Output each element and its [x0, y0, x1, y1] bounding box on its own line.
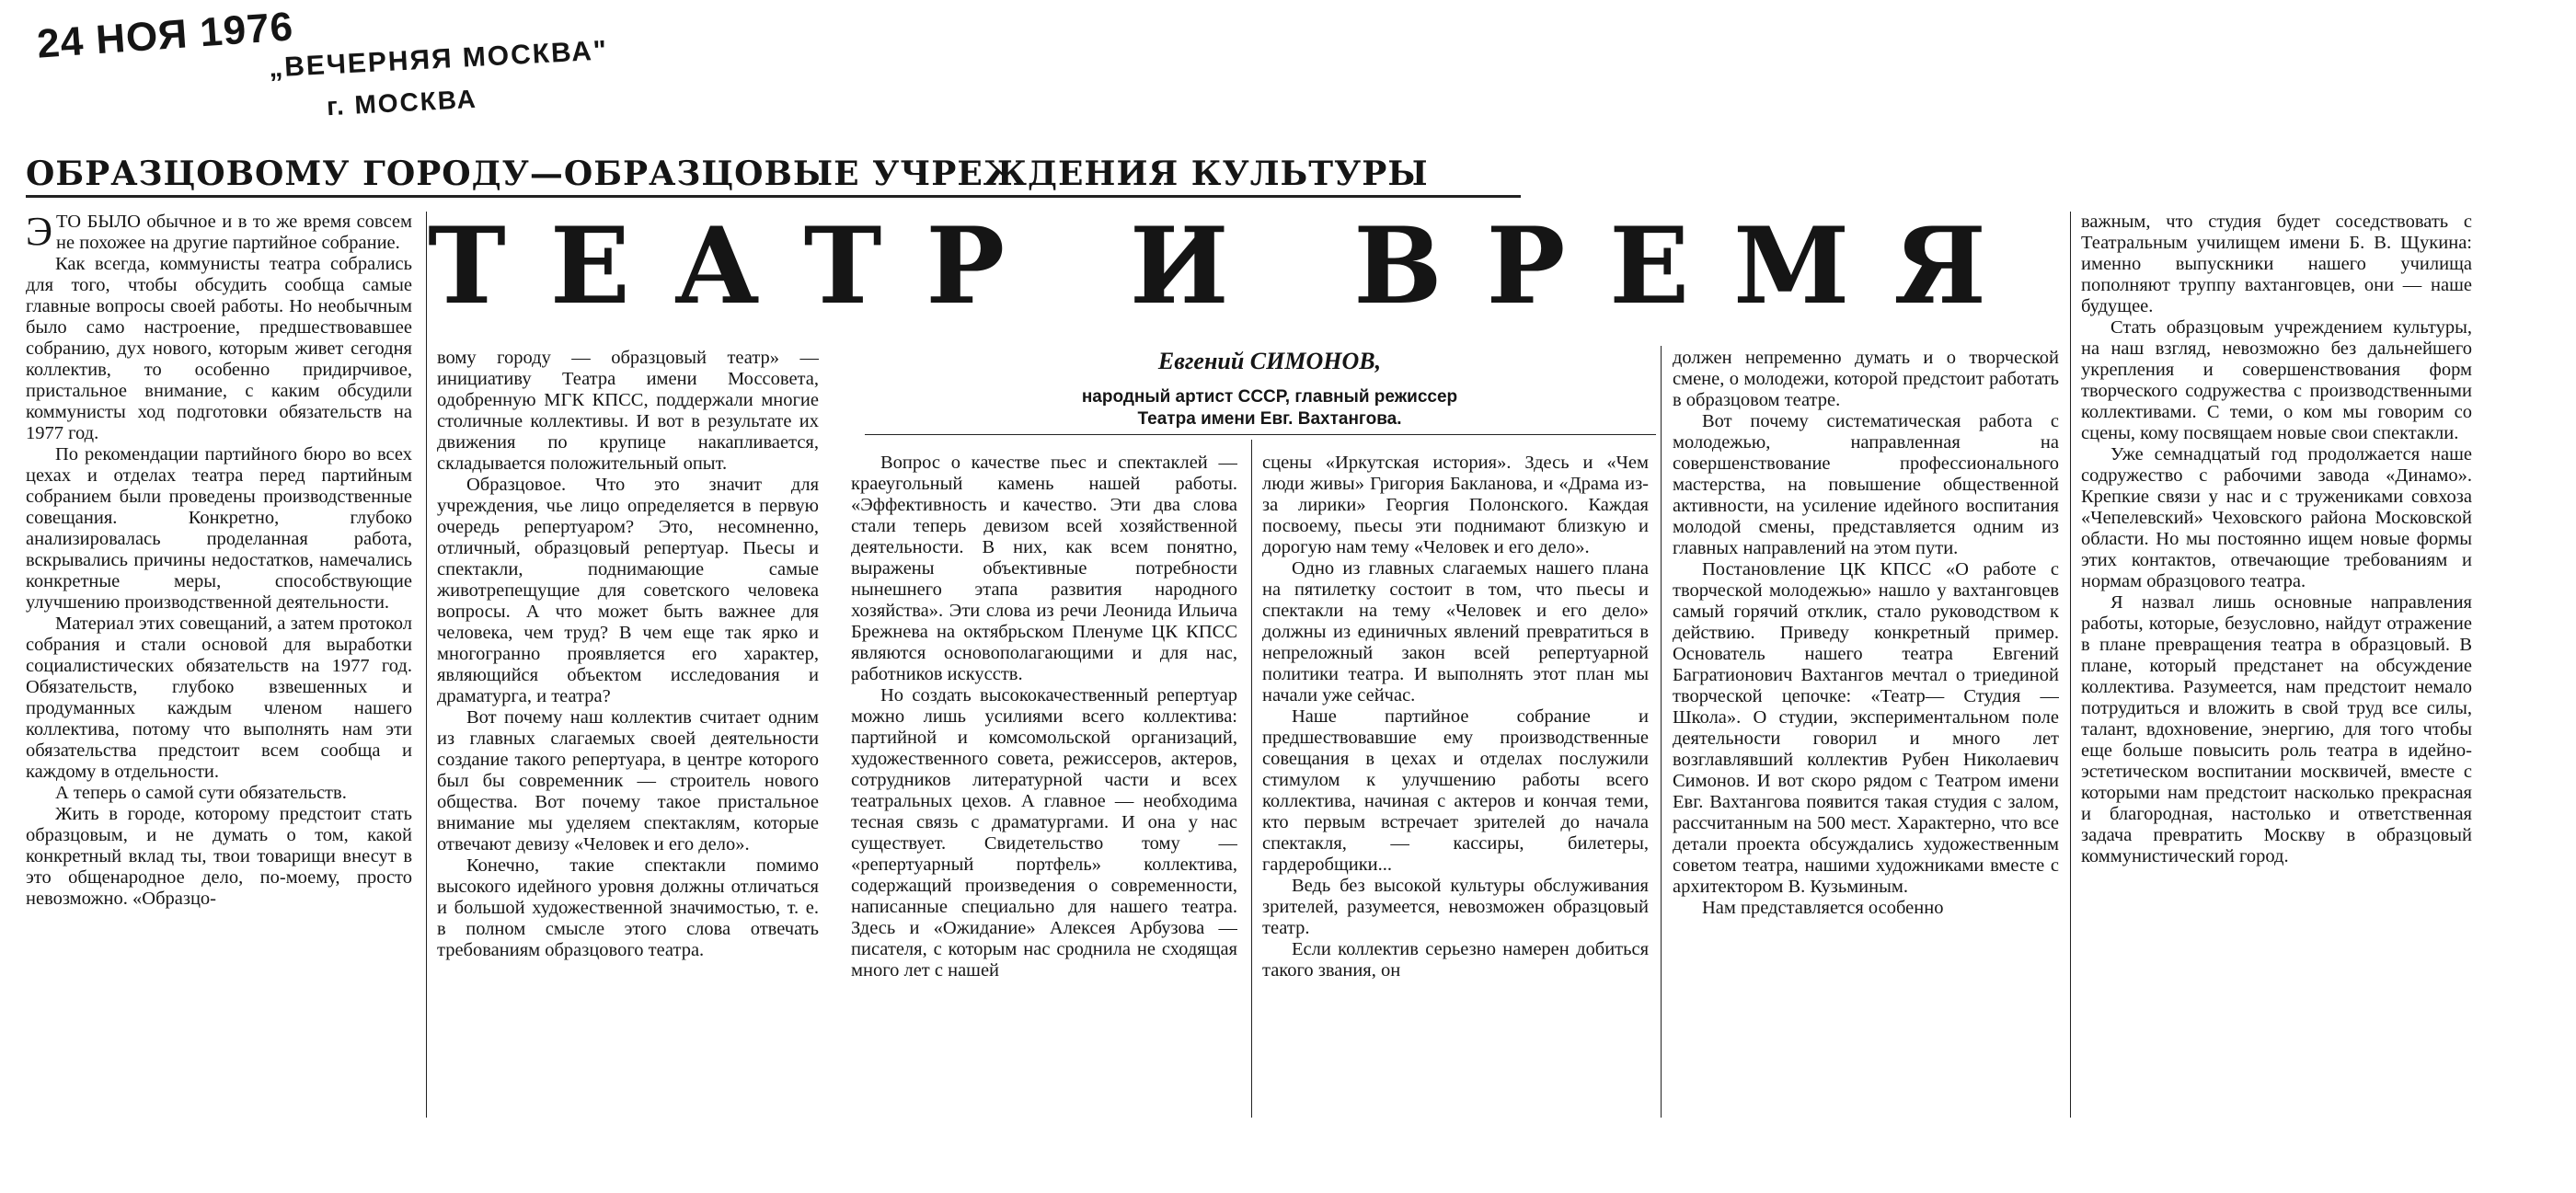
article-paragraph: Постановление ЦК КПСС «О работе с творческой молодежью» нашло у вахтанговцев самый горячий отклик, стало руководством к действию. Приведу конкретный пример. Основатель нашего театра Евгений Багратионович Вахтангов мечтал о триединой творческой цепочке: «Театр— Студия — Школа». О студии, экспериментальном поле деятельности говорил и много лет возглавлявший коллектив Рубен Николаевич Симонов. И вот скоро рядом с Театром имени Евг. Вахтангова появится такая студия с залом, рассчитанным на 500 мест. Характерно, что все детали проекта обсуждались художественным советом театра, нашими художниками вместе с архитектором В. Кузьминым. — [1673, 559, 2059, 897]
article-column-5 — [1673, 348, 2059, 1118]
article-headline: ТЕАТР И ВРЕМЯ — [428, 204, 2030, 327]
article-paragraph: Вот почему систематическая работа с молодежью, направленная на совершенствование профессионального мастерства, на повышение общественной активности, на усиление идейного воспитания молодой смены, представляется одним из главных направлений на этом пути. — [1673, 411, 2059, 558]
column-divider — [1251, 440, 1252, 1118]
article-paragraph: сцены «Иркутская история». Здесь и «Чем люди живы» Григория Бакланова, и «Драма из-за лирики» Георгия Полонского. Каждая посвоему, пьесы эти поднимают близкую и дорогую нам тему «Человек и его дело». — [1262, 453, 1649, 557]
column-divider — [426, 212, 427, 1118]
article-column-6 — [2081, 212, 2472, 1118]
article-column-4 — [1262, 453, 1649, 1118]
column-divider — [1661, 346, 1662, 1118]
article-paragraph: Я назвал лишь основные направления работы, которые, безусловно, найдут отражение в плане превращения театра в образцовый. В плане, который предстанет на обсуждение коллектива. Разумеется, нам предстоит немало потрудиться и вложить в свой труд все силы, талант, вдохновение, энергию, для того чтобы еще больше повысить роль театра в идейно-эстетическом воспитании москвичей, вместе с которыми нам предстоит насколько прекрасная и благородная, настолько и ответственная задача превратить Москву в образцовый коммунистический город. — [2081, 592, 2472, 866]
article-paragraph: Наше партийное собрание и предшествовавшие ему производственные совещания в цехах и отделах послужили стимулом к улучшению работы всего коллектива, начиная с актеров и кончая теми, кто первым встречает зрителей до начала спектакля, — кассиры, билетеры, гардеробщики... — [1262, 706, 1649, 875]
article-paragraph: Ведь без высокой культуры обслуживания зрителей, разумеется, невозможен образцовый театр. — [1262, 876, 1649, 938]
article-paragraph: важным, что студия будет соседствовать с Театральным училищем имени Б. В. Щукина: именно выпускники нашего училища пополняют труппу вахтанговцев, они — наше будущее. — [2081, 212, 2472, 316]
article-paragraph: вому городу — образцовый театр» — инициативу Театра имени Моссовета, одобренную МГК КПСС, поддержали многие столичные коллективы. И вот в результате их движения по крупице накапливается, складывается положительный опыт. — [437, 348, 819, 474]
article-paragraph: Жить в городе, которому предстоит стать образцовым, и не думать о том, какой конкретный вклад ты, твои товарищи внесут в это общенародное дело, по-моему, просто невозможно. «Образцо- — [26, 804, 412, 909]
clipping-date-stamp: 24 НОЯ 1976 — [35, 4, 295, 67]
article-column-3 — [851, 453, 1237, 1118]
article-paragraph: должен непременно думать и о творческой смене, о молодежи, которой предстоит работать в образцовом театре. — [1673, 348, 2059, 410]
article-paragraph: Вот почему наш коллектив считает одним из главных слагаемых своей деятельности создание такого репертуара, в центре которого был бы современник — строитель нового общества. Вот почему такое пристальное внимание мы уделяем спектаклям, которые отвечают девизу «Человек и его дело». — [437, 707, 819, 855]
city-stamp: г. МОСКВА — [326, 84, 478, 121]
article-paragraph: Уже семнадцатый год продолжается наше содружество с рабочими завода «Динамо». Крепкие связи у нас и с тружениками совхоза «Чепелевский» Чеховского района Московской области. Но мы постоянно ищем новые формы этих контактов, отвечающие требованиям и нормам образцового театра. — [2081, 444, 2472, 591]
author-name: Евгений СИМОНОВ, — [1157, 348, 1382, 374]
rubric-rule — [26, 195, 1521, 198]
byline-rule — [865, 434, 1656, 435]
article-paragraph: ЭТО БЫЛО обычное и в то же время совсем не похожее на другие партийное собрание. — [26, 212, 412, 254]
column-divider — [2070, 212, 2071, 1118]
article-paragraph: Если коллектив серьезно намерен добиться такого звания, он — [1262, 939, 1649, 981]
article-paragraph: А теперь о самой сути обязательств. — [55, 783, 347, 803]
article-paragraph: Одно из главных слагаемых нашего плана на пятилетку состоит в том, что пьесы и спектакли на тему «Человек и его дело» должны из единичных явлений превратиться в непреложный закон всей репертуарной политики театра. И выполнять этот план мы начали уже сейчас. — [1262, 558, 1649, 705]
author-title-line-2: Театра имени Евг. Вахтангова. — [1137, 409, 1402, 429]
newspaper-name-stamp: „ВЕЧЕРНЯЯ МОСКВА" — [268, 35, 609, 84]
article-column-1 — [26, 212, 412, 1118]
article-column-2 — [437, 348, 819, 1118]
rubric-heading: ОБРАЗЦОВОМУ ГОРОДУ—ОБРАЗЦОВЫЕ УЧРЕЖДЕНИЯ КУЛЬТУРЫ — [26, 155, 1429, 193]
article-paragraph: Стать образцовым учреждением культуры, на наш взгляд, невозможно без дальнейшего укрепления и совершенствования форм творческого содружества с производственными коллективами. С теми, о ком мы говорим со сцены, кому посвящаем новые свои спектакли. — [2081, 317, 2472, 443]
drop-cap: Э — [26, 212, 53, 254]
article-paragraph: Образцовое. Что это значит для учреждения, чье лицо определяется в первую очередь репертуаром? Это, несомненно, отличный, образцовый репертуар. Пьесы и спектакли, поднимающие самые животрепещущие для советского человека вопросы. А что может быть важнее для человека, чем труд? В чем еще так ярко и многогранно проявляется его характер, являющийся объектом исследования и драматурга, и театра? — [437, 475, 819, 706]
article-paragraph: Но создать высококачественный репертуар можно лишь усилиями всего коллектива: партийной и комсомольской организаций, художественного совета, режиссеров, актеров, сотрудников литературной части и всех театральных цехов. А главное — необходима тесная связь с драматургами. И она у нас существует. Свидетельство тому — «репертуарный портфель» коллектива, содержащий произведения о современности, написанные специально для нашего театра. Здесь и «Ожидание» Алексея Арбузова — писателя, с которым нас сроднила не сходящая много лет с нашей — [851, 685, 1237, 981]
article-paragraph: Как всегда, коммунисты театра собрались для того, чтобы обсудить сообща самые главные вопросы своей работы. Но необычным было само настроение, предшествовавшее собранию, дух нового, которым живет сегодня коллектив, то особенно придирчивое, пристальное внимание, с каким обсудили коммунисты ход подготовки обязательств на 1977 год. — [26, 254, 412, 443]
author-title — [865, 386, 1674, 430]
article-paragraph: Материал этих совещаний, а затем протокол собрания и стали основой для выработки социалистических обязательств на 1977 год. Обязательств, глубоко взвешенных и продуманных каждым членом нашего коллектива, потому что выполнять нам эти обязательства предстоит всем сообща и каждому в отдельности. — [26, 614, 412, 782]
article-paragraph: Конечно, такие спектакли помимо высокого идейного уровня должны отличаться и большой художественной значимостью, т. е. в полном смысле этого слова отвечать требованиям образцового театра. — [437, 855, 819, 960]
article-paragraph: Вопрос о качестве пьес и спектаклей — краеугольный камень нашей работы. «Эффективность и качество. Эти два слова стали теперь девизом всей хозяйственной деятельности. В них, как всем понятно, выражены объективные потребности нынешнего этапа развития народного хозяйства». Эти слова из речи Леонида Ильича Брежнева на октябрьском Пленуме ЦК КПСС являются основополагающими и для нас, работников искусств. — [851, 453, 1237, 684]
article-paragraph: По рекомендации партийного бюро во всех цехах и отделах театра перед партийным собранием были проведены производственные совещания. Конкретно, глубоко анализировалась проделанная работа, вскрывались причины недостатков, намечались конкретные меры, способствующие улучшению производственной деятельности. — [26, 444, 412, 613]
author-title-line-1: народный артист СССР, главный режиссер — [1081, 387, 1458, 407]
article-paragraph: Нам представляется особенно — [1702, 898, 1944, 918]
